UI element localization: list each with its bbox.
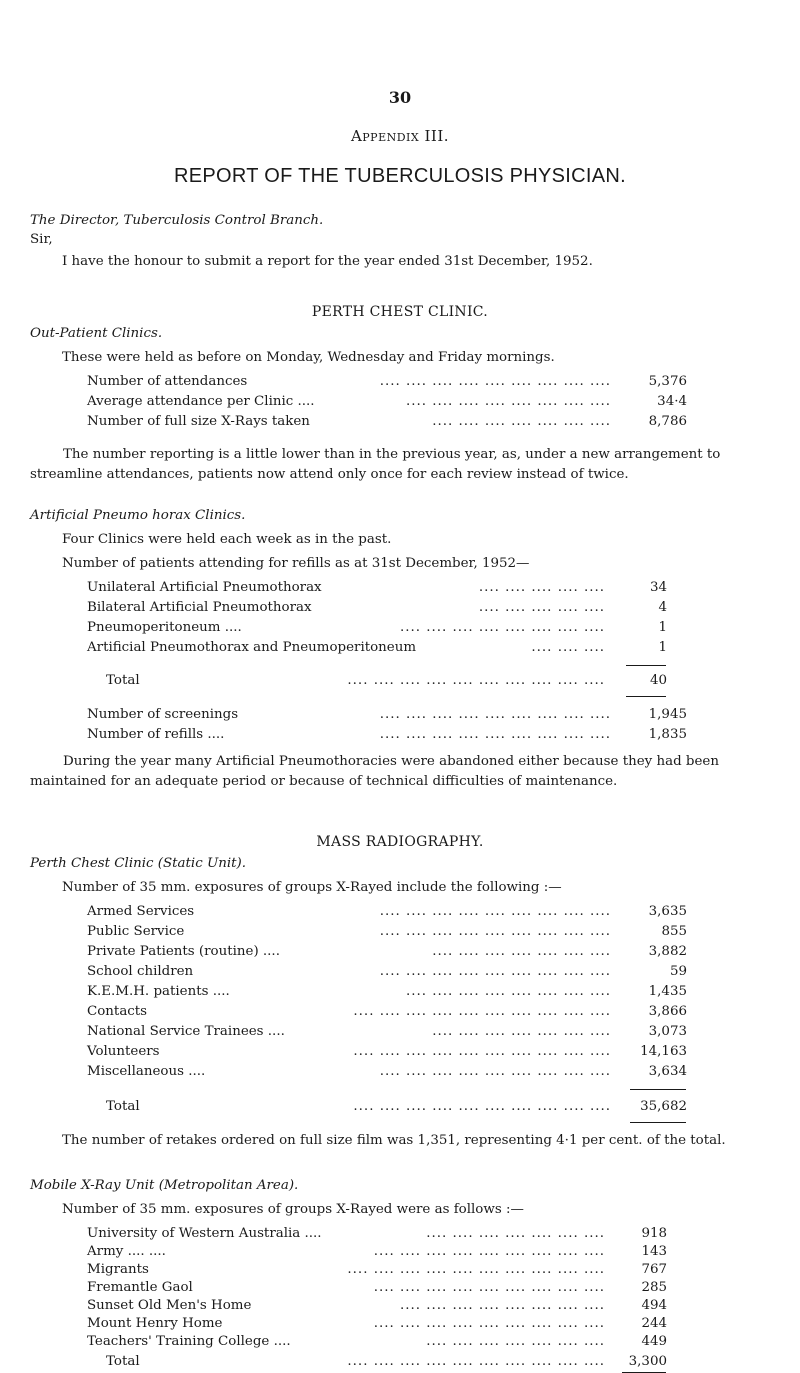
group-label: Migrants <box>87 1262 149 1277</box>
leader-dots: .... .... .... .... .... .... .... .... .... <box>373 1244 605 1259</box>
row-label: Number of screenings <box>87 707 239 722</box>
leader-dots: .... .... .... .... .... .... .... .... .... <box>379 964 611 979</box>
stat-label: Number of full size X-Rays taken <box>87 414 310 429</box>
stat-row <box>87 394 687 414</box>
group-label: Army .... .... <box>87 1244 166 1259</box>
leader-dots: .... .... .... .... .... .... .... <box>426 1226 605 1241</box>
row-value: 1 <box>658 640 667 655</box>
row-label: Unilateral Artificial Pneumothorax <box>87 580 322 595</box>
total-label: Total <box>106 673 140 688</box>
pneumothorax-row <box>87 580 667 600</box>
group-row <box>87 944 687 964</box>
leader-dots: .... .... .... .... .... .... .... <box>426 1334 605 1349</box>
group-label: School children <box>87 964 194 979</box>
stat-row <box>87 414 687 434</box>
group-label: K.E.M.H. patients .... <box>87 984 230 999</box>
addressee: The Director, Tuberculosis Control Branch. <box>30 213 324 228</box>
group-value: 767 <box>641 1262 667 1277</box>
total-value: 40 <box>649 673 667 688</box>
refills-intro: Number of patients attending for refills as at 31st December, 1952— <box>62 556 530 571</box>
stat-label: Average attendance per Clinic .... <box>87 394 315 409</box>
page-number: 30 <box>388 88 412 107</box>
total-row <box>106 1354 667 1372</box>
group-row <box>87 1044 687 1064</box>
pneumothorax-row <box>87 620 667 640</box>
outpatient-heading: Out-Patient Clinics. <box>30 326 163 341</box>
mobile-unit-heading: Mobile X-Ray Unit (Metropolitan Area). <box>30 1178 299 1193</box>
leader-dots: .... .... .... .... .... .... .... .... .... <box>373 1316 605 1331</box>
leader-dots: .... .... .... .... .... .... .... .... .... .... <box>353 1044 611 1059</box>
group-value: 494 <box>641 1298 667 1313</box>
group-value: 3,634 <box>648 1064 687 1079</box>
total-rule <box>626 665 666 666</box>
group-label: Volunteers <box>87 1044 160 1059</box>
greeting: Sir, <box>30 232 53 247</box>
total-label: Total <box>106 1354 140 1369</box>
group-row <box>87 904 687 924</box>
total-value: 3,300 <box>628 1354 667 1369</box>
leader-dots: .... .... .... .... .... .... .... .... <box>405 984 611 999</box>
leader-dots: .... .... .... .... .... .... .... .... <box>405 394 611 409</box>
screening-row <box>87 707 687 727</box>
total-rule <box>630 1122 686 1123</box>
leader-dots: .... .... .... .... .... .... .... .... .... .... <box>347 1354 605 1369</box>
group-value: 143 <box>641 1244 667 1259</box>
screening-row <box>87 727 687 747</box>
mass-radiography-heading: MASS RADIOGRAPHY. <box>316 834 484 850</box>
group-row <box>87 1024 687 1044</box>
leader-dots: .... .... .... .... .... .... .... <box>432 944 611 959</box>
pneumothorax-heading: Artificial Pneumo horax Clinics. <box>30 508 246 523</box>
group-label: Miscellaneous .... <box>87 1064 206 1079</box>
group-value: 14,163 <box>640 1044 687 1059</box>
leader-dots: .... .... .... .... .... .... .... .... .... <box>379 924 611 939</box>
group-row <box>87 924 687 944</box>
group-value: 3,073 <box>648 1024 687 1039</box>
static-unit-heading: Perth Chest Clinic (Static Unit). <box>30 856 247 871</box>
pneumothorax-row <box>87 600 667 620</box>
outpatient-text: These were held as before on Monday, Wednesday and Friday mornings. <box>62 350 555 365</box>
group-row <box>87 1004 687 1024</box>
total-rule <box>626 696 666 697</box>
group-label: National Service Trainees .... <box>87 1024 285 1039</box>
group-value: 918 <box>641 1226 667 1241</box>
leader-dots: .... .... .... .... .... .... .... .... .... .... <box>353 1099 611 1114</box>
row-label: Artificial Pneumothorax and Pneumoperitoneum <box>87 640 417 655</box>
group-row <box>87 1226 667 1244</box>
group-label: Teachers' Training College .... <box>87 1334 291 1349</box>
leader-dots: .... .... .... .... .... .... .... .... .... <box>379 374 611 389</box>
total-label: Total <box>106 1099 140 1114</box>
group-value: 285 <box>641 1280 667 1295</box>
total-value: 35,682 <box>640 1099 687 1114</box>
row-value: 1 <box>658 620 667 635</box>
leader-dots: .... .... .... <box>531 640 605 655</box>
leader-dots: .... .... .... .... .... .... .... .... <box>399 1298 605 1313</box>
leader-dots: .... .... .... .... .... .... .... .... .... .... <box>347 1262 605 1277</box>
leader-dots: .... .... .... .... .... .... .... .... .... <box>379 904 611 919</box>
group-value: 3,635 <box>648 904 687 919</box>
group-row <box>87 1334 667 1352</box>
group-row <box>87 1064 687 1084</box>
total-row <box>106 1099 687 1119</box>
row-value: 1,945 <box>648 707 687 722</box>
leader-dots: .... .... .... .... .... .... .... .... <box>399 620 605 635</box>
row-value: 1,835 <box>648 727 687 742</box>
group-row <box>87 1262 667 1280</box>
stat-value: 34·4 <box>657 394 687 409</box>
leader-dots: .... .... .... .... .... .... .... .... .... .... <box>353 1004 611 1019</box>
row-label: Bilateral Artificial Pneumothorax <box>87 600 312 615</box>
group-label: Contacts <box>87 1004 148 1019</box>
appendix-heading: Appendix III. <box>350 127 450 145</box>
leader-dots: .... .... .... .... .... <box>478 580 605 595</box>
leader-dots: .... .... .... .... .... .... .... <box>432 1024 611 1039</box>
stat-label: Number of attendances <box>87 374 248 389</box>
leader-dots: .... .... .... .... .... .... .... .... .... <box>379 707 611 722</box>
leader-dots: .... .... .... .... .... .... .... .... .... <box>379 1064 611 1079</box>
group-row <box>87 1316 667 1334</box>
perth-chest-clinic-heading: PERTH CHEST CLINIC. <box>311 304 489 320</box>
group-row <box>87 1280 667 1298</box>
leader-dots: .... .... .... .... .... .... .... .... .... <box>373 1280 605 1295</box>
row-value: 4 <box>658 600 667 615</box>
pneumothorax-note: During the year many Artificial Pneumothoracies were abandoned either because they had been maintained for an adequate period or because of technical difficulties of maintenance. <box>30 754 719 789</box>
group-label: University of Western Australia .... <box>87 1226 322 1241</box>
leader-dots: .... .... .... .... .... .... .... <box>432 414 611 429</box>
group-value: 59 <box>669 964 687 979</box>
row-value: 34 <box>649 580 667 595</box>
group-value: 1,435 <box>648 984 687 999</box>
static-intro: Number of 35 mm. exposures of groups X-Rayed include the following :— <box>62 880 562 895</box>
pneumothorax-row <box>87 640 667 660</box>
intro-text: I have the honour to submit a report for the year ended 31st December, 1952. <box>62 254 593 269</box>
stat-value: 5,376 <box>648 374 687 389</box>
group-value: 3,866 <box>648 1004 687 1019</box>
group-label: Fremantle Gaol <box>87 1280 193 1295</box>
clinics-text: Four Clinics were held each week as in the past. <box>62 532 392 547</box>
group-label: Sunset Old Men's Home <box>87 1298 252 1313</box>
row-label: Pneumoperitoneum .... <box>87 620 242 635</box>
leader-dots: .... .... .... .... .... .... .... .... .... .... <box>347 673 605 688</box>
group-row <box>87 1298 667 1316</box>
group-value: 3,882 <box>648 944 687 959</box>
retakes-note: The number of retakes ordered on full size film was 1,351, representing 4·1 per cent. of the total. <box>62 1133 726 1148</box>
group-row <box>87 984 687 1004</box>
stat-row <box>87 374 687 394</box>
group-row <box>87 1244 667 1262</box>
group-label: Armed Services <box>87 904 195 919</box>
group-value: 449 <box>641 1334 667 1349</box>
group-value: 244 <box>641 1316 667 1331</box>
group-value: 855 <box>661 924 687 939</box>
group-row <box>87 964 687 984</box>
group-label: Mount Henry Home <box>87 1316 223 1331</box>
stat-value: 8,786 <box>648 414 687 429</box>
attendance-note: The number reporting is a little lower than in the previous year, as, under a new arrangement to streamline attendances, patients now attend only once for each review instead of twice. <box>30 447 721 482</box>
total-rule <box>630 1089 686 1090</box>
leader-dots: .... .... .... .... .... .... .... .... .... <box>379 727 611 742</box>
mobile-intro: Number of 35 mm. exposures of groups X-Rayed were as follows :— <box>62 1202 524 1217</box>
report-title: REPORT OF THE TUBERCULOSIS PHYSICIAN. <box>174 165 626 187</box>
total-row <box>106 673 667 693</box>
leader-dots: .... .... .... .... .... <box>478 600 605 615</box>
group-label: Public Service <box>87 924 185 939</box>
group-label: Private Patients (routine) .... <box>87 944 280 959</box>
row-label: Number of refills .... <box>87 727 225 742</box>
